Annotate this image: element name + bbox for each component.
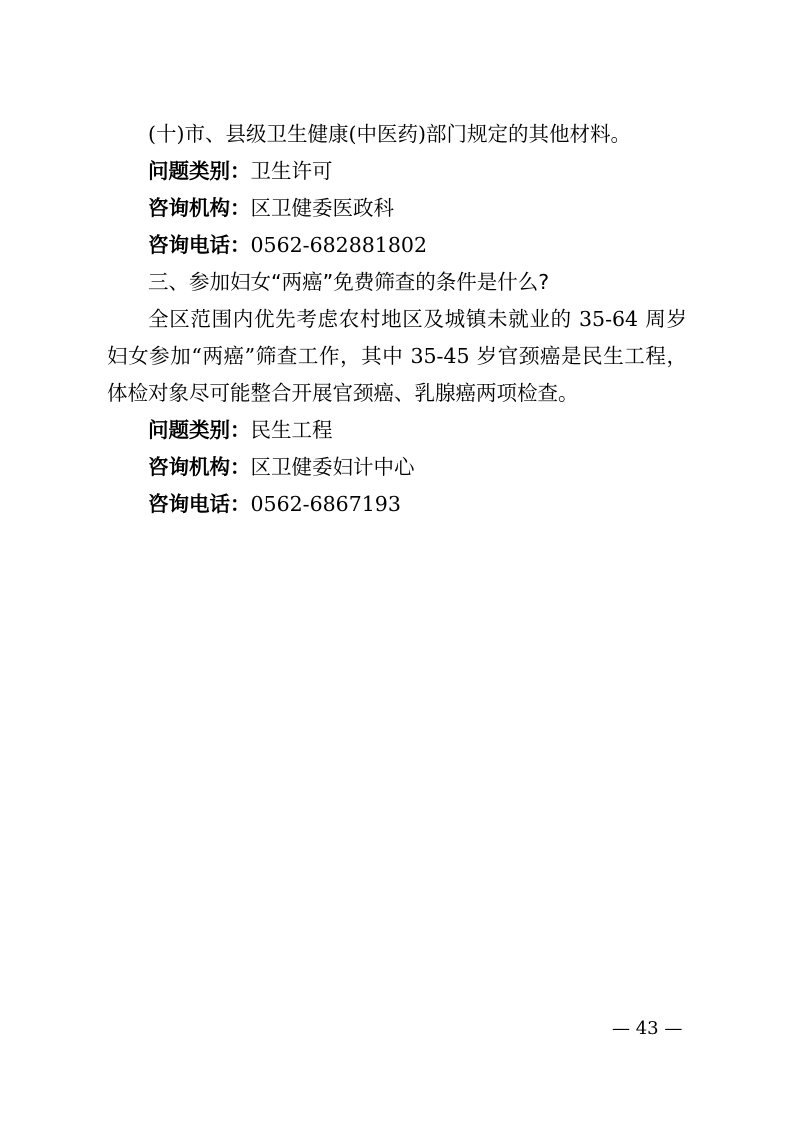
agency-value: 区卫健委医政科 xyxy=(250,196,394,220)
question-category-1 xyxy=(107,153,687,190)
category-value: 卫生许可 xyxy=(250,159,333,183)
agency-label: 咨询机构： xyxy=(148,455,251,479)
question-category-2 xyxy=(107,412,687,449)
phone-value: 0562-6867193 xyxy=(250,492,401,516)
category-value: 民生工程 xyxy=(250,418,333,442)
consult-phone-1 xyxy=(107,227,687,264)
item-10-text: (十)市、县级卫生健康(中医药)部门规定的其他材料。 xyxy=(148,122,631,146)
agency-label: 咨询机构： xyxy=(148,196,251,220)
section-3-heading: 三、参加妇女“两癌”免费筛查的条件是什么? xyxy=(148,270,550,294)
agency-value: 区卫健委妇计中心 xyxy=(250,455,415,479)
phone-label: 咨询电话： xyxy=(148,492,251,516)
consult-phone-2 xyxy=(107,486,687,523)
category-label: 问题类别： xyxy=(148,418,251,442)
page-number: — 43 — xyxy=(612,1018,683,1039)
paragraph-line-1: 全区范围内优先考虑农村地区及城镇未就业的 35-64 周岁 xyxy=(148,307,687,331)
consult-agency-2 xyxy=(107,449,687,486)
paragraph-line-3: 体检对象尽可能整合开展官颈癌、乳腺癌两项检查。 xyxy=(107,381,579,405)
consult-agency-1 xyxy=(107,190,687,227)
document-body xyxy=(107,116,687,523)
phone-value: 0562-682881802 xyxy=(250,233,427,257)
paragraph-line-2: 妇女参加“两癌”筛查工作，其中 35-45 岁官颈癌是民生工程， xyxy=(107,344,687,368)
category-label: 问题类别： xyxy=(148,159,251,183)
phone-label: 咨询电话： xyxy=(148,233,251,257)
